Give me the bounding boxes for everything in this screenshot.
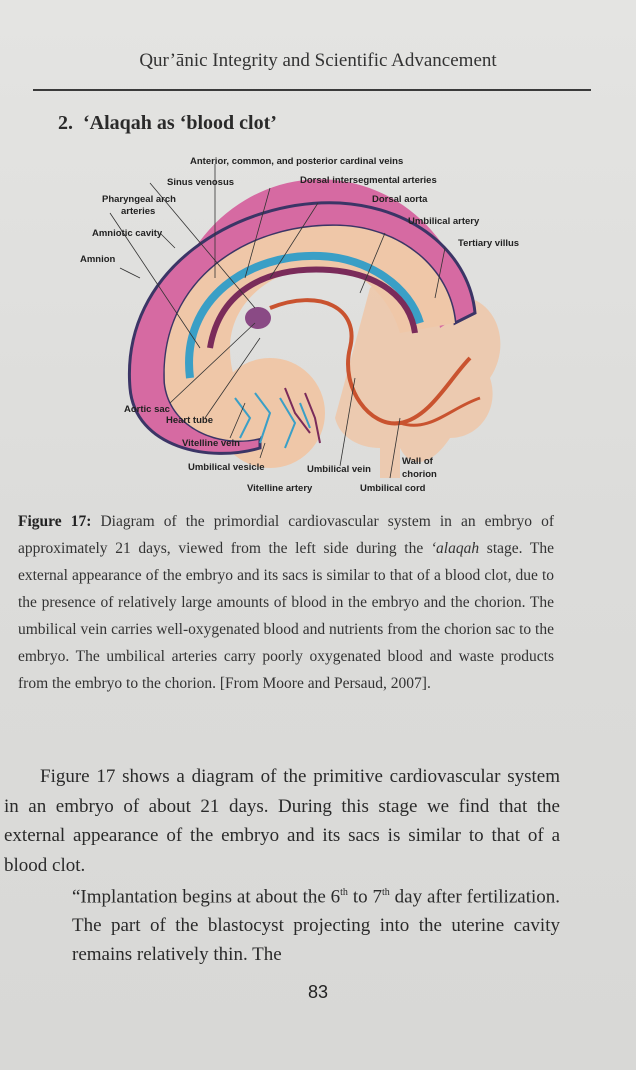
label-umbilical-artery: Umbilical artery: [408, 216, 480, 227]
label-cardinal-veins: Anterior, common, and posterior cardinal veins: [190, 156, 404, 167]
section-number: 2.: [58, 112, 73, 134]
caption-italic: ‘alaqah: [430, 540, 480, 557]
label-dorsal-intersegmental: Dorsal intersegmental arteries: [300, 175, 437, 186]
embryo-cardiovascular-diagram: [70, 148, 540, 498]
label-vitelline-artery: Vitelline artery: [247, 483, 313, 494]
label-heart-tube: Heart tube: [166, 415, 213, 426]
quote-sup-1: th: [340, 887, 348, 898]
label-pharyngeal-arch: Pharyngeal arch: [102, 194, 176, 205]
label-tertiary-villus: Tertiary villus: [458, 238, 520, 249]
label-vitelline-vein: Vitelline vein: [182, 438, 240, 449]
label-umbilical-vesicle: Umbilical vesicle: [188, 462, 265, 473]
caption-text-1: Diagram of the primordial cardiovascular system in an embryo of approximately 21 days, viewed from the left side during the: [18, 513, 554, 557]
quote-text-2: to 7: [347, 886, 382, 908]
running-head: Qur’ānic Integrity and Scientific Advancement: [139, 50, 497, 71]
label-pharyngeal-arteries: arteries: [121, 206, 156, 217]
label-umbilical-cord: Umbilical cord: [360, 483, 426, 494]
figure-caption: [18, 508, 554, 697]
block-quote: [72, 878, 560, 969]
label-umbilical-vein: Umbilical vein: [307, 464, 371, 475]
label-dorsal-aorta: Dorsal aorta: [372, 194, 428, 205]
quote-text-3: day after fertilization. The part of the blastocyst projecting into the uterine cavity remains relatively thin. The: [72, 886, 561, 966]
section-title: [58, 112, 277, 135]
caption-label: Figure 17:: [18, 513, 92, 530]
section-title-text: ‘Alaqah as ‘blood clot’: [83, 112, 277, 134]
header-rule: [33, 89, 591, 91]
body-paragraph: Figure 17 shows a diagram of the primitive cardiovascular system in an embryo of about 21 days. During this stage we find that the external appearance of the embryo and its sacs is similar to that of a blood clot.: [4, 766, 560, 876]
quote-text-1: “Implantation begins at about the 6: [72, 886, 341, 908]
label-amnion: Amnion: [80, 254, 116, 265]
caption-text-2: stage. The external appearance of the embryo and its sacs is similar to that of a blood clot, due to the presence of relatively large amounts of blood in the embryo and the chorion. The umbilical vein carries well-oxygenated blood and nutrients from the chorion sac to the embryo. The umbilical arteries carry poorly oxygenated blood and waste products from the embryo to the chorion. [From Moore and Persaud, 2007].: [18, 540, 554, 692]
label-wall-of: Wall of: [402, 456, 433, 467]
label-amniotic-cavity: Amniotic cavity: [92, 228, 163, 239]
page-number: 83: [307, 982, 329, 1002]
label-chorion: chorion: [402, 469, 437, 480]
quote-sup-2: th: [381, 887, 390, 898]
label-sinus-venosus: Sinus venosus: [167, 177, 235, 188]
label-aortic-sac: Aortic sac: [124, 404, 170, 415]
